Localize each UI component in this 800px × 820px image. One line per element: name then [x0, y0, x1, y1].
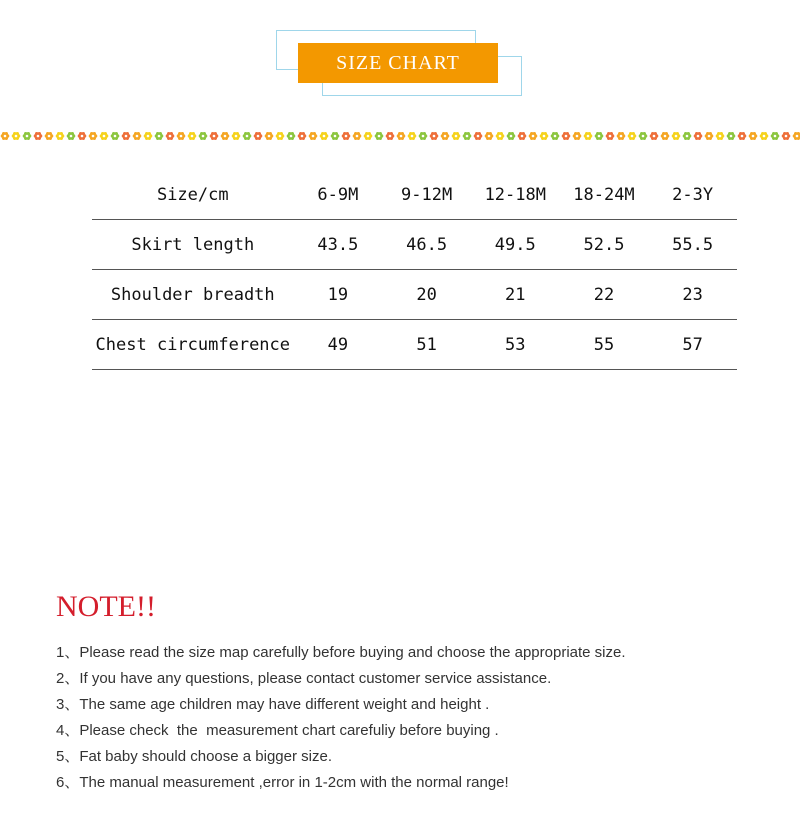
- flower-icon: [639, 132, 648, 140]
- flower-icon: [540, 132, 549, 140]
- flower-icon: [122, 132, 131, 140]
- flower-icon: [276, 132, 285, 140]
- flower-icon: [298, 132, 307, 140]
- flower-icon: [738, 132, 747, 140]
- flower-icon: [584, 132, 593, 140]
- note-item: 3、The same age children may have different weight and height .: [56, 696, 490, 713]
- title-badge: [276, 30, 524, 98]
- table-cell: 20: [382, 270, 471, 320]
- row-label: Chest circumference: [92, 320, 294, 370]
- table-cell: 57: [648, 320, 737, 370]
- flower-icon: [23, 132, 32, 140]
- note-item: 6、The manual measurement ,error in 1-2cm with the normal range!: [56, 774, 509, 791]
- flower-icon: [408, 132, 417, 140]
- table-cell: 51: [382, 320, 471, 370]
- header-cell: 9-12M: [382, 171, 471, 220]
- flower-icon: [595, 132, 604, 140]
- flower-icon: [78, 132, 87, 140]
- table-cell: 53: [471, 320, 560, 370]
- flower-icon: [529, 132, 538, 140]
- flower-icon: [463, 132, 472, 140]
- flower-icon: [496, 132, 505, 140]
- table-cell: 46.5: [382, 220, 471, 270]
- flower-icon: [254, 132, 263, 140]
- flower-icon: [397, 132, 406, 140]
- flower-icon: [364, 132, 373, 140]
- flower-icon: [573, 132, 582, 140]
- flower-icon: [89, 132, 98, 140]
- table-cell: 52.5: [560, 220, 649, 270]
- flower-icon: [287, 132, 296, 140]
- flower-icon: [342, 132, 351, 140]
- size-chart-title: SIZE CHART: [298, 43, 498, 83]
- flower-icon: [56, 132, 65, 140]
- flower-icon: [419, 132, 428, 140]
- flower-icon: [705, 132, 714, 140]
- table-cell: 43.5: [294, 220, 383, 270]
- flower-icon: [232, 132, 241, 140]
- note-item: 1、Please read the size map carefully before buying and choose the appropriate size.: [56, 644, 626, 661]
- flower-icon: [672, 132, 681, 140]
- flower-icon: [771, 132, 780, 140]
- table-header-row: [92, 171, 737, 220]
- flower-icon: [716, 132, 725, 140]
- flower-icon: [507, 132, 516, 140]
- flower-divider: [0, 128, 800, 144]
- flower-icon: [320, 132, 329, 140]
- note-item: 4、Please check the measurement chart carefuliy before buying .: [56, 722, 499, 739]
- flower-icon: [386, 132, 395, 140]
- flower-icon: [221, 132, 230, 140]
- flower-icon: [661, 132, 670, 140]
- flower-icon: [727, 132, 736, 140]
- table-cell: 22: [560, 270, 649, 320]
- flower-icon: [45, 132, 54, 140]
- table-row: [92, 320, 737, 370]
- flower-icon: [760, 132, 769, 140]
- flower-icon: [144, 132, 153, 140]
- flower-icon: [694, 132, 703, 140]
- table-cell: 19: [294, 270, 383, 320]
- flower-icon: [1, 132, 10, 140]
- flower-icon: [12, 132, 21, 140]
- table-cell: 21: [471, 270, 560, 320]
- flower-icon: [452, 132, 461, 140]
- header-cell: 2-3Y: [648, 171, 737, 220]
- table-row: [92, 220, 737, 270]
- flower-icon: [430, 132, 439, 140]
- flower-icon: [111, 132, 120, 140]
- header-cell: 6-9M: [294, 171, 383, 220]
- header-cell: Size/cm: [92, 171, 294, 220]
- flower-icon: [243, 132, 252, 140]
- flower-icon: [650, 132, 659, 140]
- flower-icon: [617, 132, 626, 140]
- header-cell: 18-24M: [560, 171, 649, 220]
- table-row: [92, 270, 737, 320]
- flower-icon: [606, 132, 615, 140]
- table-cell: 49: [294, 320, 383, 370]
- flower-icon: [133, 132, 142, 140]
- flower-icon: [474, 132, 483, 140]
- flower-icon: [518, 132, 527, 140]
- table-cell: 55: [560, 320, 649, 370]
- table-cell: 49.5: [471, 220, 560, 270]
- flower-icon: [331, 132, 340, 140]
- note-item: 2、If you have any questions, please contact customer service assistance.: [56, 670, 552, 687]
- flower-icon: [562, 132, 571, 140]
- table-cell: 23: [648, 270, 737, 320]
- row-label: Shoulder breadth: [92, 270, 294, 320]
- flower-icon: [551, 132, 560, 140]
- notes-list: [56, 643, 626, 799]
- flower-icon: [34, 132, 43, 140]
- flower-icon: [441, 132, 450, 140]
- flower-icon: [166, 132, 175, 140]
- flower-icon: [155, 132, 164, 140]
- flower-icon: [782, 132, 791, 140]
- flower-icon: [188, 132, 197, 140]
- flower-icon: [100, 132, 109, 140]
- flower-icon: [199, 132, 208, 140]
- row-label: Skirt length: [92, 220, 294, 270]
- flower-icon: [749, 132, 758, 140]
- note-heading: NOTE!!: [56, 590, 156, 623]
- flower-icon: [210, 132, 219, 140]
- flower-icon: [265, 132, 274, 140]
- header-cell: 12-18M: [471, 171, 560, 220]
- flower-icon: [628, 132, 637, 140]
- size-table: [92, 171, 737, 370]
- flower-icon: [353, 132, 362, 140]
- flower-icon: [375, 132, 384, 140]
- flower-icon: [683, 132, 692, 140]
- flower-icon: [793, 132, 800, 140]
- flower-icon: [67, 132, 76, 140]
- note-item: 5、Fat baby should choose a bigger size.: [56, 748, 332, 765]
- flower-icon: [177, 132, 186, 140]
- table-cell: 55.5: [648, 220, 737, 270]
- flower-icon: [485, 132, 494, 140]
- flower-icon: [309, 132, 318, 140]
